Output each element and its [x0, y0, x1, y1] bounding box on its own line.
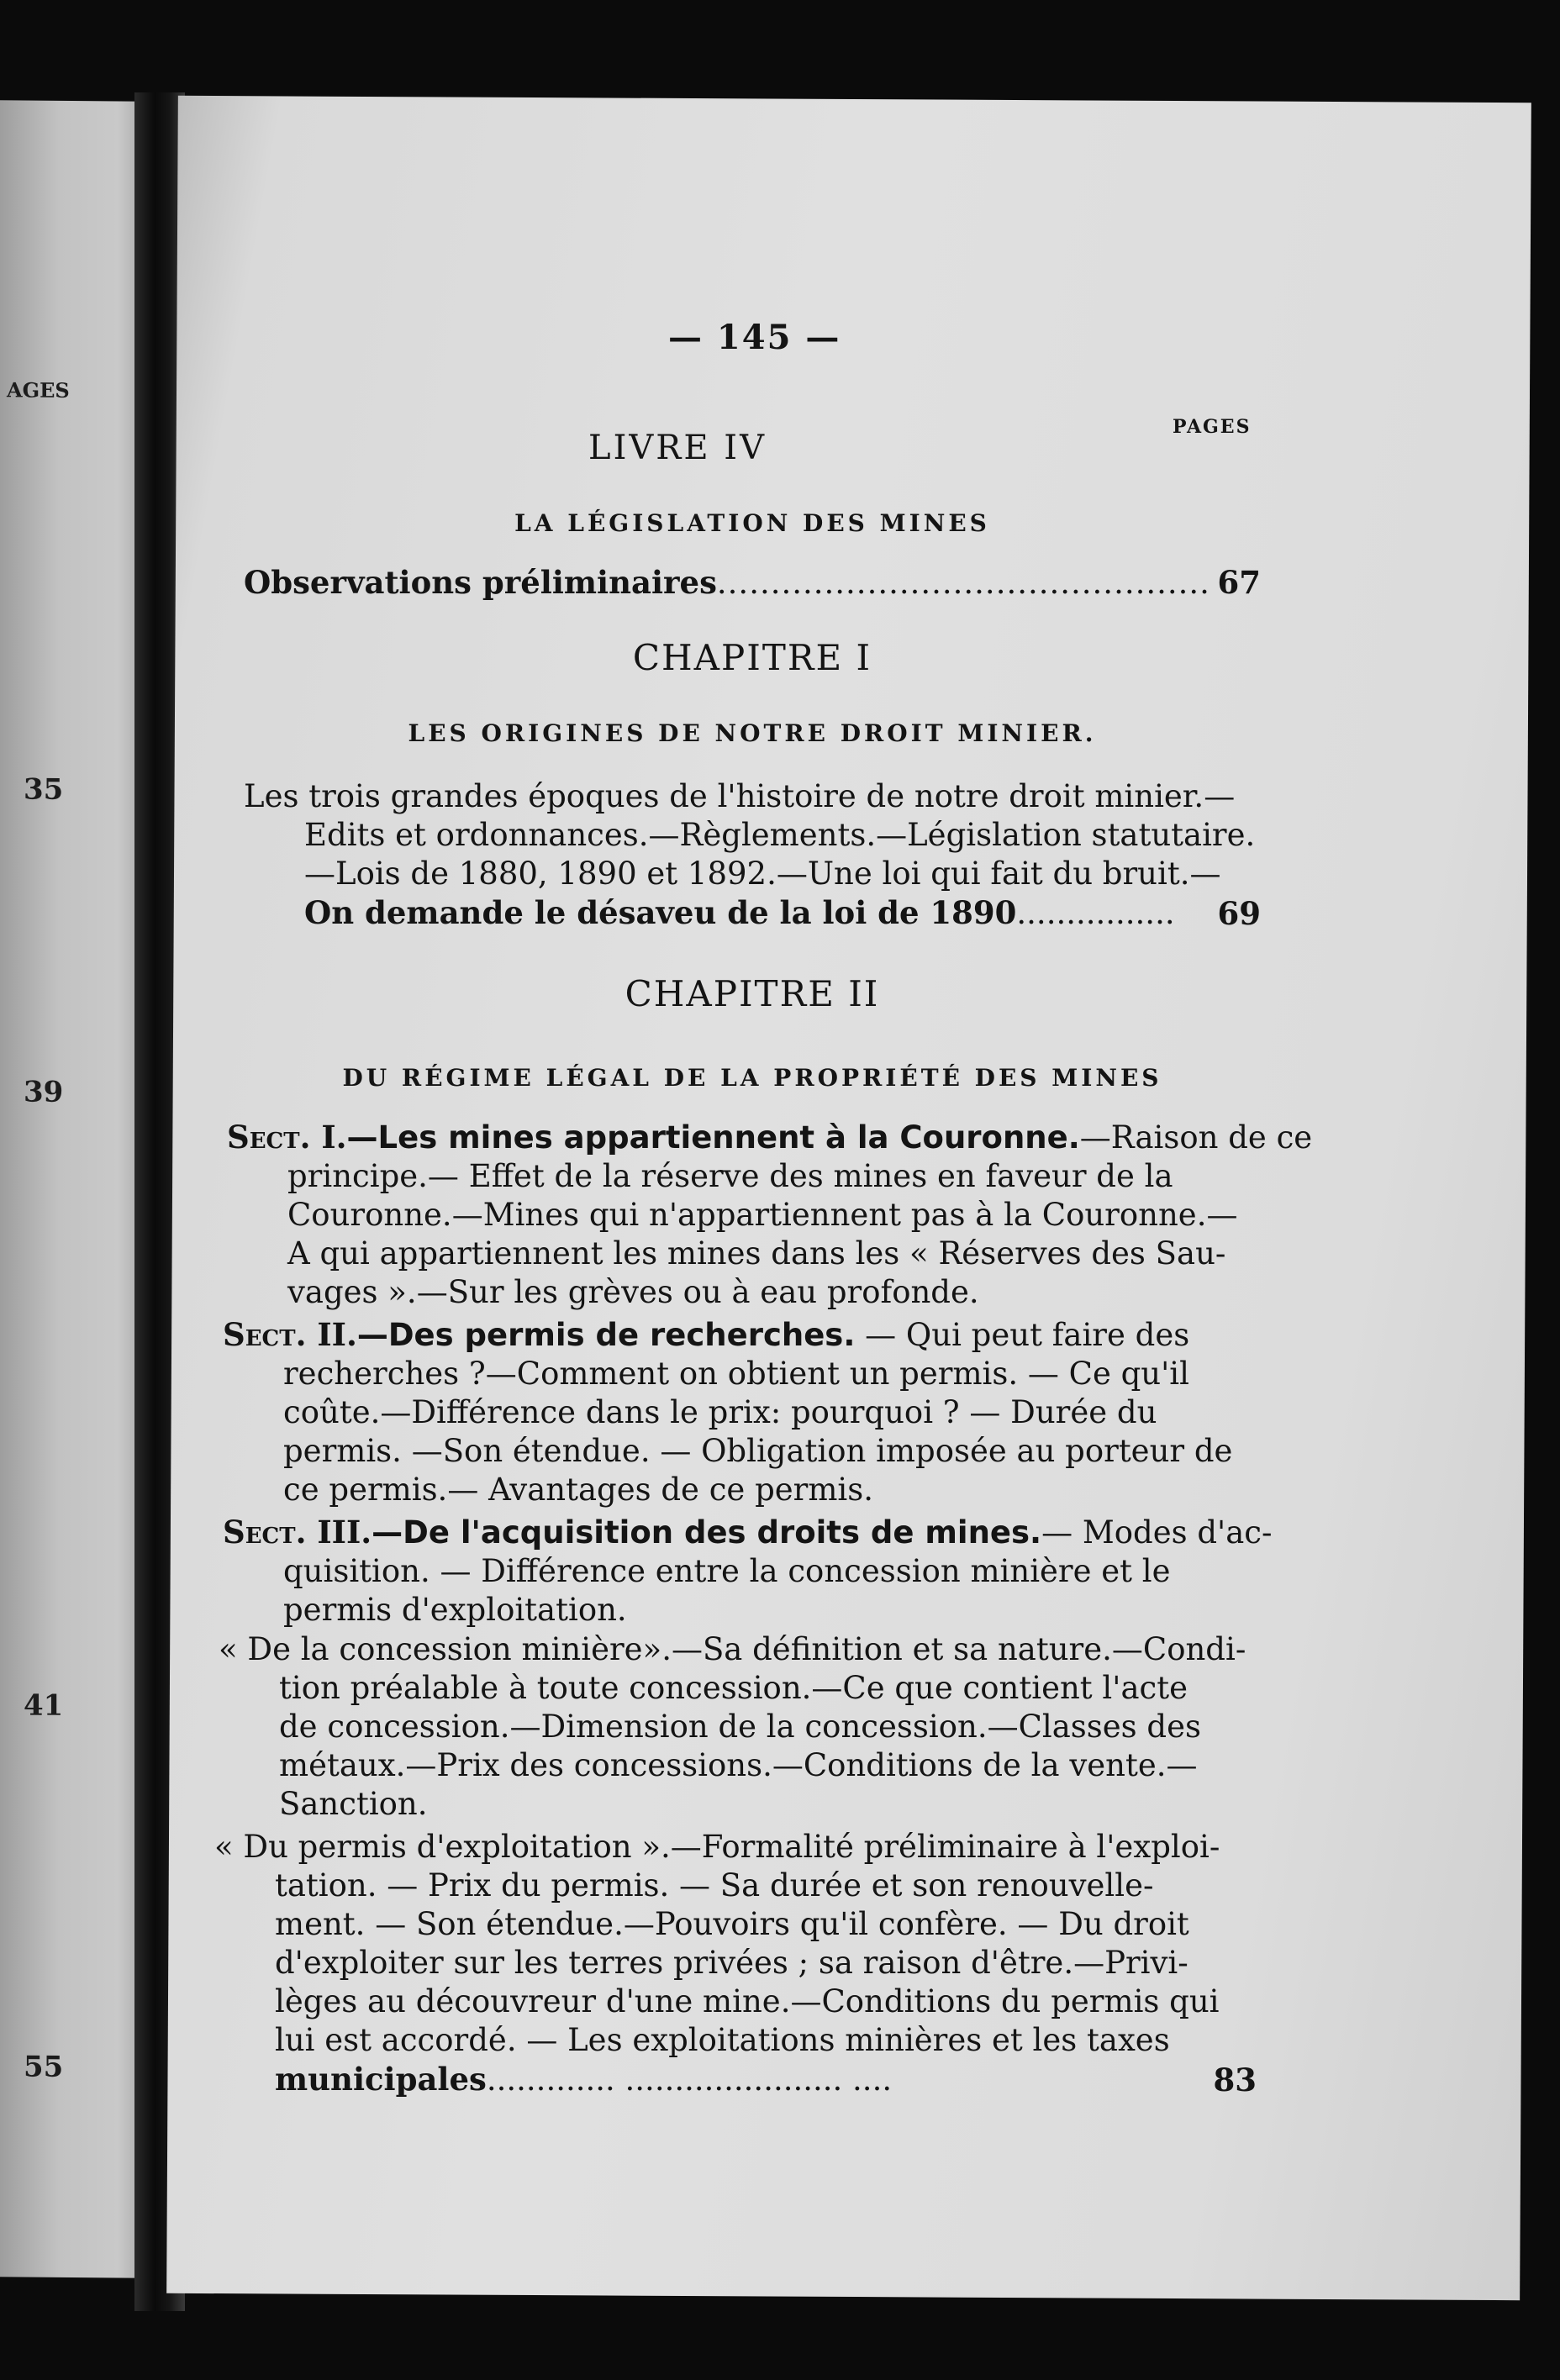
- entry-page: 67: [1217, 564, 1261, 601]
- chapter-2-subtitle: DU RÉGIME LÉGAL DE LA PROPRIÉTÉ DES MINES: [342, 1064, 1162, 1092]
- section-label: Sect. II.: [223, 1316, 357, 1353]
- entry-line: Les trois grandes époques de l'histoire de notre droit minier.—: [244, 778, 1236, 814]
- toc-entry-concession: [219, 1630, 1246, 1824]
- section-heading: —De l'acquisition des droits de mines.: [372, 1514, 1042, 1551]
- page-number: — 145 —: [668, 318, 841, 357]
- entry-line: « De la concession minière».—Sa définition et sa nature.—Condi-: [219, 1631, 1246, 1667]
- toc-entry-chapter-1: [244, 777, 1261, 933]
- toc-section-2: [223, 1315, 1240, 1509]
- section-text: — Modes d'ac-: [1041, 1514, 1273, 1551]
- entry-line: A qui appartiennent les mines dans les « Réserves des Sau-: [287, 1235, 1226, 1272]
- toc-section-3: [223, 1513, 1273, 1630]
- left-page-number-1: 35: [24, 772, 64, 807]
- leader-dots: ..............................................: [716, 565, 1210, 601]
- entry-line: métaux.—Prix des concessions.—Conditions de la vente.—: [279, 1747, 1198, 1783]
- toc-section-1: [227, 1118, 1313, 1312]
- entry-text: Observations préliminaires: [244, 564, 717, 601]
- leader-dots: ................: [1016, 895, 1175, 931]
- section-text: —Raison de ce: [1079, 1119, 1313, 1156]
- chapter-1-title: CHAPITRE I: [632, 637, 872, 678]
- entry-page: 83: [1213, 2061, 1257, 2098]
- entry-line: municipales: [275, 2061, 487, 2098]
- section-label: Sect. I.: [227, 1119, 347, 1156]
- entry-line: Edits et ordonnances.—Règlements.—Législation statutaire.: [304, 817, 1256, 853]
- toc-entry-observations: [244, 563, 1261, 603]
- entry-line: lèges au découvreur d'une mine.—Conditions du permis qui: [275, 1983, 1220, 2019]
- entry-line: lui est accordé. — Les exploitations minières et les taxes: [275, 2022, 1170, 2058]
- chapter-2-title: CHAPITRE II: [625, 973, 880, 1014]
- section-text: — Qui peut faire des: [855, 1317, 1190, 1353]
- toc-entry-exploitation: [214, 1828, 1257, 2099]
- entry-line: permis. —Son étendue. — Obligation imposée au porteur de: [283, 1433, 1233, 1469]
- entry-line: principe.— Effet de la réserve des mines en faveur de la: [287, 1158, 1173, 1194]
- entry-line: d'exploiter sur les terres privées ; sa raison d'être.—Privi-: [275, 1945, 1188, 1981]
- entry-line: —Lois de 1880, 1890 et 1892.—Une loi qui fait du bruit.—: [304, 856, 1221, 892]
- entry-line: recherches ?—Comment on obtient un permis. — Ce qu'il: [283, 1356, 1189, 1392]
- entry-line: ce permis.— Avantages de ce permis.: [283, 1472, 874, 1508]
- entry-page: 69: [1217, 895, 1261, 932]
- entry-line: coûte.—Différence dans le prix: pourquoi ? — Durée du: [283, 1394, 1157, 1430]
- left-page-number-4: 55: [24, 2050, 64, 2084]
- entry-line: Sanction.: [279, 1786, 428, 1822]
- left-page-number-3: 41: [24, 1688, 64, 1723]
- section-heading: —Des permis de recherches.: [356, 1317, 856, 1353]
- entry-line: permis d'exploitation.: [283, 1592, 627, 1628]
- livre-title: LIVRE IV: [588, 429, 767, 467]
- left-pages-label: AGES: [7, 377, 70, 403]
- entry-line: vages ».—Sur les grèves ou à eau profonde.: [287, 1274, 979, 1310]
- section-heading: —Les mines appartiennent à la Couronne.: [346, 1119, 1080, 1156]
- entry-line: de concession.—Dimension de la concession.—Classes des: [279, 1709, 1201, 1745]
- entry-line: « Du permis d'exploitation ».—Formalité préliminaire à l'exploi-: [214, 1829, 1220, 1865]
- leader-dots: ............. ...................... ....: [486, 2061, 893, 2098]
- entry-line: tion préalable à toute concession.—Ce que contient l'acte: [279, 1670, 1188, 1706]
- entry-line: On demande le désaveu de la loi de 1890: [304, 894, 1017, 931]
- entry-line: tation. — Prix du permis. — Sa durée et son renouvelle-: [275, 1867, 1154, 1903]
- pages-column-label: PAGES: [1173, 416, 1252, 438]
- section-label: Sect. III.: [223, 1514, 372, 1551]
- left-page-number-2: 39: [24, 1075, 64, 1109]
- previous-page-edge: [0, 100, 147, 2278]
- livre-subtitle: LA LÉGISLATION DES MINES: [514, 509, 990, 537]
- entry-line: quisition. — Différence entre la concession minière et le: [283, 1553, 1171, 1589]
- entry-line: Couronne.—Mines qui n'appartiennent pas à la Couronne.—: [287, 1197, 1238, 1233]
- chapter-1-subtitle: LES ORIGINES DE NOTRE DROIT MINIER.: [408, 719, 1097, 747]
- entry-line: ment. — Son étendue.—Pouvoirs qu'il confère. — Du droit: [275, 1906, 1189, 1942]
